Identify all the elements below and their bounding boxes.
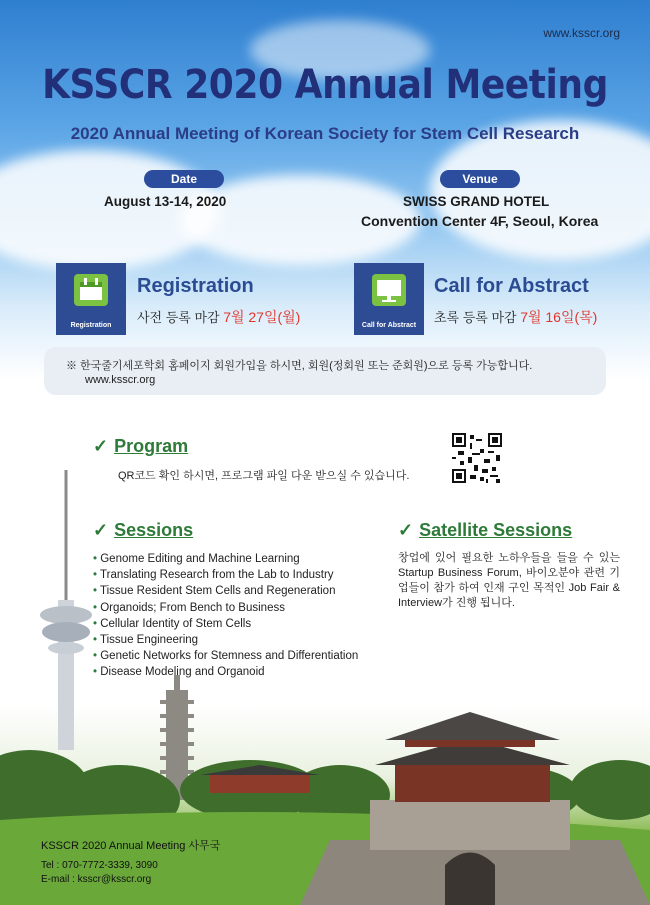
sessions-heading-label: Sessions	[114, 520, 194, 540]
date-badge: Date	[144, 170, 224, 188]
list-item: • Genetic Networks for Stemness and Differentiation	[93, 648, 358, 664]
list-item: • Tissue Resident Stem Cells and Regeneration	[93, 583, 358, 599]
date-value: August 13-14, 2020	[104, 194, 227, 209]
check-icon: ✓	[93, 520, 109, 540]
calendar-icon	[74, 274, 108, 306]
list-item: • Translating Research from the Lab to Industry	[93, 567, 358, 583]
check-icon: ✓	[93, 436, 109, 456]
registration-deadline-date: 7월 27일(월)	[223, 309, 301, 325]
satellite-text: 창업에 있어 필요한 노하우들을 들을 수 있는 Startup Business Forum, 바이오분야 관련 기업들이 참가 하여 인재 구인 목적인 Job Fair & Interview가 진행 됩니다.	[398, 552, 620, 609]
monitor-icon	[372, 274, 406, 306]
notice-url[interactable]: www.ksscr.org	[85, 374, 156, 386]
contact-email[interactable]: E-mail : ksscr@ksscr.org	[41, 874, 152, 885]
office-name: KSSCR 2020 Annual Meeting 사무국	[41, 840, 221, 852]
page-title: KSSCR 2020 Annual Meeting	[42, 62, 608, 108]
abstract-deadline	[434, 307, 597, 327]
website-url[interactable]: www.ksscr.org	[543, 26, 620, 40]
abstract-card-caption: Call for Abstract	[361, 322, 417, 329]
page-subtitle: 2020 Annual Meeting of Korean Society for Stem Cell Research	[70, 124, 580, 143]
abstract-heading: Call for Abstract	[434, 275, 589, 297]
abstract-card[interactable]	[354, 263, 424, 335]
registration-card[interactable]	[56, 263, 126, 335]
notice-line-1: ※ 한국줄기세포학회 홈페이지 회원가입을 하시면, 회원(정회원 또는 준회원)으로 등록 가능합니다.	[66, 360, 533, 372]
check-icon: ✓	[398, 520, 414, 540]
list-item: • Genome Editing and Machine Learning	[93, 551, 358, 567]
tower-icon	[40, 470, 92, 750]
sessions-heading	[93, 520, 193, 541]
sessions-list	[93, 551, 358, 681]
registration-deadline	[137, 307, 300, 327]
list-item: • Tissue Engineering	[93, 632, 358, 648]
venue-line-1: SWISS GRAND HOTEL	[403, 194, 550, 209]
contact-tel: Tel : 070-7772-3339, 3090	[41, 860, 158, 871]
program-heading-label: Program	[114, 436, 189, 456]
program-text: QR코드 확인 하시면, 프로그램 파일 다운 받으실 수 있습니다.	[118, 470, 410, 482]
list-item: • Disease Modeling and Organoid	[93, 664, 358, 680]
satellite-heading	[398, 520, 572, 541]
list-item: • Organoids; From Bench to Business	[93, 600, 358, 616]
list-item: • Cellular Identity of Stem Cells	[93, 616, 358, 632]
venue-line-2: Convention Center 4F, Seoul, Korea	[361, 213, 599, 229]
abstract-deadline-label: 초록 등록 마감	[434, 310, 521, 325]
membership-notice	[44, 347, 606, 395]
registration-card-caption: Registration	[70, 322, 112, 329]
satellite-heading-label: Satellite Sessions	[419, 520, 573, 540]
abstract-deadline-date: 7월 16일(목)	[520, 309, 598, 325]
registration-deadline-label: 사전 등록 마감	[137, 310, 224, 325]
registration-heading: Registration	[137, 275, 254, 297]
venue-badge: Venue	[440, 170, 520, 188]
program-heading	[93, 436, 188, 457]
qr-code-icon[interactable]	[452, 433, 502, 483]
